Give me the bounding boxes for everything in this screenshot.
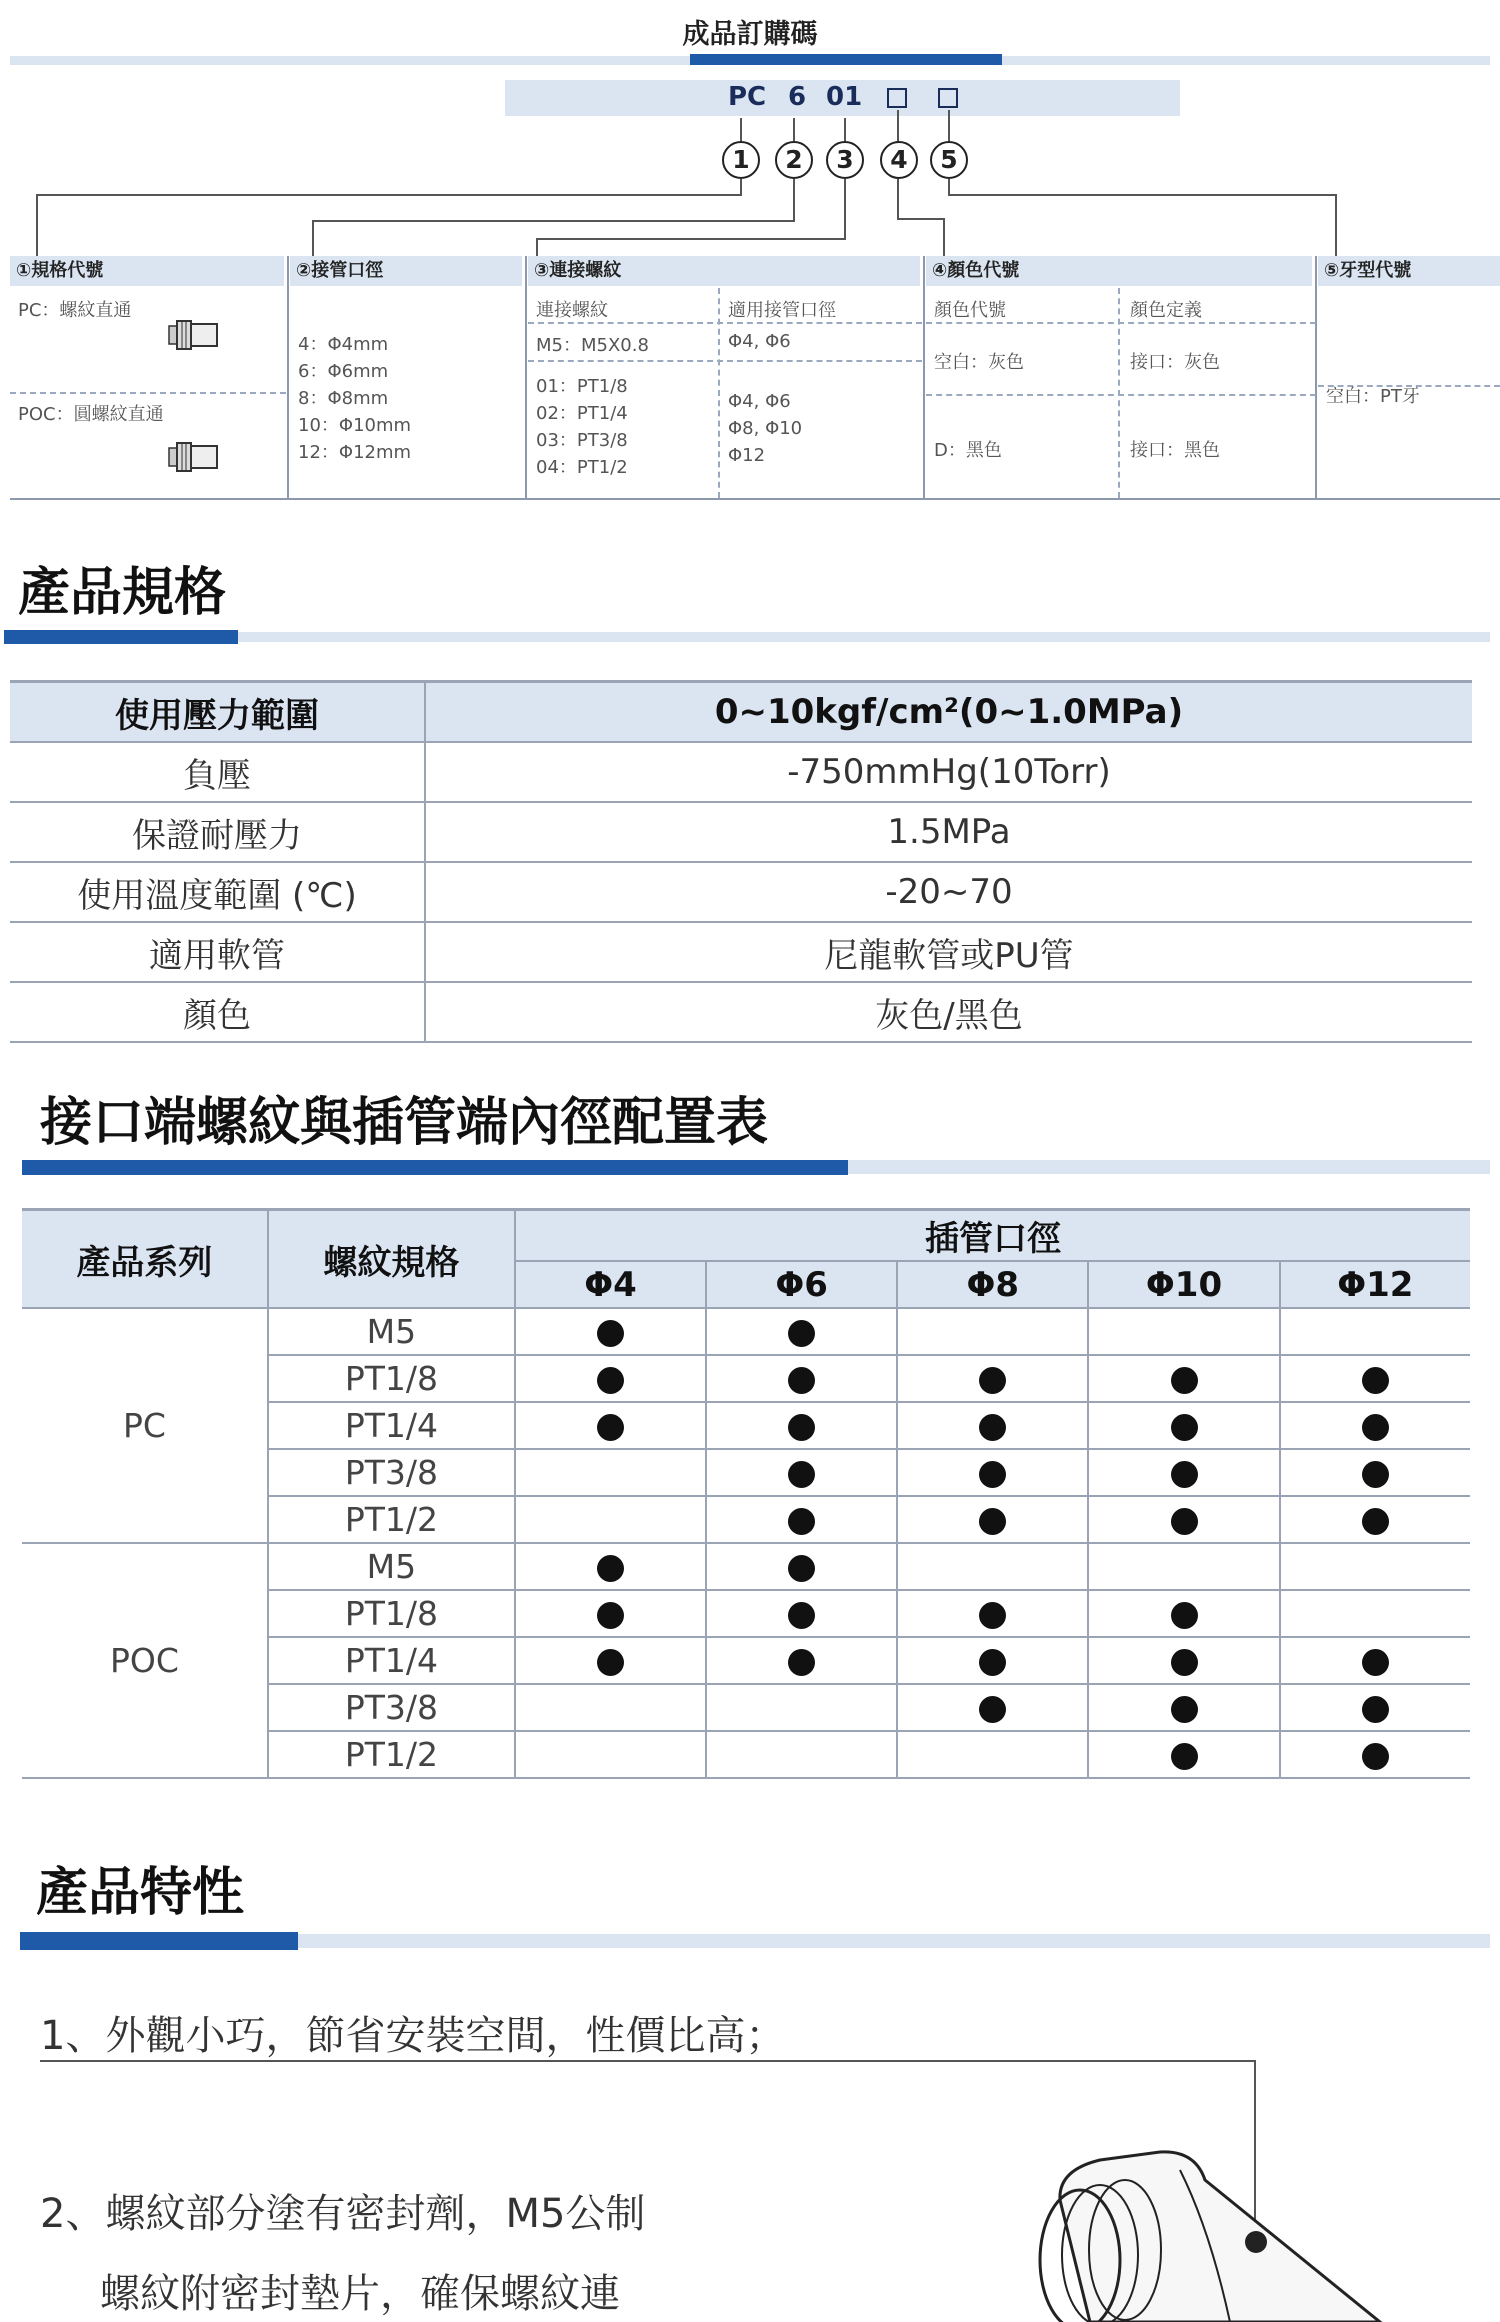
availability-cell (515, 1543, 706, 1590)
spec-value: -20~70 (425, 862, 1472, 922)
available-dot-icon (597, 1367, 624, 1394)
availability-cell (706, 1637, 897, 1684)
thread-cell: PT1/2 (268, 1496, 515, 1543)
thread-cell: PT1/8 (268, 1590, 515, 1637)
availability-cell (1088, 1308, 1279, 1355)
available-dot-icon (788, 1508, 815, 1535)
specs-rule-light (238, 632, 1490, 642)
tube-size-4: 4：Φ4mm (298, 334, 389, 355)
header-thread: ③連接螺紋 (528, 256, 920, 286)
title-rule-right (1002, 56, 1490, 65)
fitting-illustration-icon (980, 2140, 1400, 2322)
thread-row-m5: M5：M5X0.8 (536, 335, 649, 356)
feature-item-1: 1、外觀小巧，節省安裝空間，性價比高； (40, 2013, 786, 2059)
series-cell: POC (22, 1543, 268, 1778)
available-dot-icon (597, 1414, 624, 1441)
thread-cell: M5 (268, 1308, 515, 1355)
col-header-thread: 螺紋規格 (268, 1210, 515, 1309)
availability-cell (1088, 1684, 1279, 1731)
available-dot-icon (1171, 1367, 1198, 1394)
matrix-rule-light (848, 1160, 1490, 1174)
circle-label-3: 3 (826, 141, 864, 179)
thread-row-03: 03：PT3/8 (536, 430, 628, 451)
available-dot-icon (1171, 1743, 1198, 1770)
available-dot-icon (1362, 1461, 1389, 1488)
thread-subheader: 連接螺紋 (536, 300, 608, 321)
available-dot-icon (1362, 1696, 1389, 1723)
spec-value: 0~10kgf/cm²(0~1.0MPa) (425, 682, 1472, 743)
available-dot-icon (1171, 1461, 1198, 1488)
availability-cell (515, 1355, 706, 1402)
spec-row (10, 862, 1472, 922)
availability-cell (1088, 1496, 1279, 1543)
available-dot-icon (788, 1649, 815, 1676)
circle-label-2: 2 (775, 141, 813, 179)
tube-size-8: 8：Φ8mm (298, 388, 389, 409)
availability-cell (897, 1308, 1088, 1355)
thread-cell: PT1/2 (268, 1731, 515, 1778)
thread-divider-2 (528, 360, 922, 362)
available-dot-icon (788, 1367, 815, 1394)
spec-label: 負壓 (10, 742, 425, 802)
matrix-rule-accent (22, 1160, 848, 1175)
spec-label: 使用壓力範圍 (10, 682, 425, 743)
available-dot-icon (788, 1320, 815, 1347)
availability-cell (515, 1731, 706, 1778)
thread-cell: PT3/8 (268, 1449, 515, 1496)
color-divider-1 (926, 322, 1316, 324)
color-def-gray: 接口：灰色 (1130, 352, 1220, 373)
matrix-row (22, 1543, 1470, 1590)
thread-tubes-c: Φ12 (728, 445, 766, 466)
thread-cell: M5 (268, 1543, 515, 1590)
thread-cell: PT1/4 (268, 1402, 515, 1449)
availability-cell (897, 1684, 1088, 1731)
availability-cell (1088, 1543, 1279, 1590)
thread-tubes-a: Φ4, Φ6 (728, 391, 791, 412)
header-color: ④顏色代號 (926, 256, 1312, 286)
spec-label: 顏色 (10, 982, 425, 1042)
available-dot-icon (979, 1696, 1006, 1723)
title-rule-left (10, 56, 690, 65)
available-dot-icon (1171, 1602, 1198, 1629)
availability-cell (706, 1308, 897, 1355)
thread-cell: PT1/4 (268, 1637, 515, 1684)
circle-label-1: 1 (722, 141, 760, 179)
thread-row-02: 02：PT1/4 (536, 403, 628, 424)
specs-rule-accent (4, 630, 238, 644)
availability-cell (1088, 1449, 1279, 1496)
availability-cell (515, 1590, 706, 1637)
col-header-series: 產品系列 (22, 1210, 268, 1309)
thread-divider-1 (528, 322, 922, 324)
availability-cell (1280, 1449, 1470, 1496)
availability-cell (897, 1402, 1088, 1449)
available-dot-icon (1171, 1649, 1198, 1676)
header-tube-size: ②接管口徑 (290, 256, 522, 286)
available-dot-icon (979, 1414, 1006, 1441)
availability-cell (515, 1402, 706, 1449)
features-rule-accent (20, 1932, 298, 1950)
available-dot-icon (788, 1461, 815, 1488)
compat-matrix (22, 1208, 1470, 1779)
col-header-size: Φ8 (897, 1261, 1088, 1308)
thread-cell: PT1/8 (268, 1355, 515, 1402)
color-col-divider (1118, 288, 1120, 498)
availability-cell (897, 1449, 1088, 1496)
spec-value: 尼龍軟管或PU管 (425, 922, 1472, 982)
code-part-thread: 01 (826, 82, 863, 112)
spec-item-poc: POC：圓螺紋直通 (18, 404, 164, 425)
order-code-title: 成品訂購碼 (682, 19, 818, 50)
spec-value: 1.5MPa (425, 802, 1472, 862)
available-dot-icon (1171, 1414, 1198, 1441)
order-table-bottom-rule (10, 498, 1500, 500)
available-dot-icon (1362, 1508, 1389, 1535)
available-dot-icon (979, 1649, 1006, 1676)
availability-cell (897, 1543, 1088, 1590)
available-dot-icon (597, 1649, 624, 1676)
fitting-poc-icon (168, 440, 220, 474)
availability-cell (897, 1590, 1088, 1637)
code-part-size: 6 (788, 82, 807, 112)
availability-cell (706, 1449, 897, 1496)
availability-cell (1088, 1355, 1279, 1402)
spec-label: 適用軟管 (10, 922, 425, 982)
availability-cell (1280, 1402, 1470, 1449)
thread-row-04: 04：PT1/2 (536, 457, 628, 478)
thread-type-pt: 空白：PT牙 (1326, 386, 1420, 407)
availability-cell (897, 1731, 1088, 1778)
header-thread-type: ⑤牙型代號 (1318, 256, 1500, 286)
availability-cell (1280, 1731, 1470, 1778)
title-rule-accent (690, 54, 1002, 65)
matrix-title: 接口端螺紋與插管端內徑配置表 (40, 1093, 769, 1153)
tube-size-6: 6：Φ6mm (298, 361, 389, 382)
color-code-d: D：黑色 (934, 440, 1002, 461)
thread-cell: PT3/8 (268, 1684, 515, 1731)
available-dot-icon (1171, 1508, 1198, 1535)
availability-cell (706, 1402, 897, 1449)
fitting-pc-icon (168, 318, 220, 352)
availability-cell (515, 1449, 706, 1496)
availability-cell (706, 1731, 897, 1778)
availability-cell (1280, 1308, 1470, 1355)
availability-cell (515, 1496, 706, 1543)
col-header-tube-group: 插管口徑 (515, 1210, 1470, 1262)
available-dot-icon (597, 1602, 624, 1629)
tube-size-10: 10：Φ10mm (298, 415, 412, 436)
tube-subheader: 適用接管口徑 (728, 300, 836, 321)
spec-row (10, 742, 1472, 802)
matrix-row (22, 1308, 1470, 1355)
availability-cell (706, 1590, 897, 1637)
spec-label: 使用溫度範圍 (℃) (10, 862, 425, 922)
col-header-size: Φ10 (1088, 1261, 1279, 1308)
header-spec-code: ①規格代號 (10, 256, 284, 286)
thread-tubes-b: Φ8, Φ10 (728, 418, 803, 439)
tube-size-12: 12：Φ12mm (298, 442, 412, 463)
availability-cell (897, 1496, 1088, 1543)
availability-cell (706, 1355, 897, 1402)
availability-cell (897, 1355, 1088, 1402)
availability-cell (515, 1308, 706, 1355)
specs-title: 產品規格 (18, 563, 227, 623)
color-code-subheader: 顏色代號 (934, 300, 1006, 321)
code-part-series: PC (728, 82, 767, 112)
availability-cell (1280, 1496, 1470, 1543)
spec-row (10, 802, 1472, 862)
color-code-blank: 空白：灰色 (934, 352, 1024, 373)
available-dot-icon (597, 1320, 624, 1347)
availability-cell (1280, 1590, 1470, 1637)
code-box-thread-type (938, 88, 958, 108)
thread-row-m5-tubes: Φ4, Φ6 (728, 331, 791, 352)
availability-cell (1088, 1590, 1279, 1637)
availability-cell (897, 1637, 1088, 1684)
col-header-size: Φ4 (515, 1261, 706, 1308)
availability-cell (515, 1637, 706, 1684)
thread-row-01: 01：PT1/8 (536, 376, 628, 397)
spec-row (10, 682, 1472, 743)
spec-item-pc: PC：螺紋直通 (18, 300, 132, 321)
available-dot-icon (1362, 1367, 1389, 1394)
col-header-size: Φ6 (706, 1261, 897, 1308)
availability-cell (706, 1496, 897, 1543)
available-dot-icon (979, 1461, 1006, 1488)
availability-cell (515, 1684, 706, 1731)
features-rule-light (298, 1934, 1490, 1948)
thread-col-divider (718, 288, 720, 498)
code-box-color (887, 88, 907, 108)
spec-label: 保證耐壓力 (10, 802, 425, 862)
feature-underline (40, 2060, 1256, 2062)
availability-cell (706, 1543, 897, 1590)
series-cell: PC (22, 1308, 268, 1543)
col-header-size: Φ12 (1280, 1261, 1470, 1308)
circle-label-5: 5 (930, 141, 968, 179)
available-dot-icon (979, 1602, 1006, 1629)
spec-value: -750mmHg(10Torr) (425, 742, 1472, 802)
feature-item-2-cont: 螺紋附密封墊片，確保螺紋連 (100, 2271, 620, 2317)
available-dot-icon (1362, 1414, 1389, 1441)
color-divider-2 (926, 394, 1316, 396)
circle-label-4: 4 (880, 141, 918, 179)
availability-cell (1088, 1402, 1279, 1449)
feature-item-2: 2、螺紋部分塗有密封劑，M5公制 (40, 2191, 646, 2237)
availability-cell (1088, 1637, 1279, 1684)
available-dot-icon (979, 1367, 1006, 1394)
availability-cell (1088, 1731, 1279, 1778)
availability-cell (706, 1684, 897, 1731)
available-dot-icon (597, 1555, 624, 1582)
available-dot-icon (788, 1555, 815, 1582)
spec-row (10, 922, 1472, 982)
spec-row (10, 982, 1472, 1042)
available-dot-icon (1171, 1696, 1198, 1723)
available-dot-icon (1362, 1649, 1389, 1676)
color-def-black: 接口：黑色 (1130, 440, 1220, 461)
color-def-subheader: 顏色定義 (1130, 300, 1202, 321)
available-dot-icon (1362, 1743, 1389, 1770)
available-dot-icon (979, 1508, 1006, 1535)
availability-cell (1280, 1355, 1470, 1402)
spec-table (10, 680, 1472, 1043)
spec-value: 灰色/黑色 (425, 982, 1472, 1042)
availability-cell (1280, 1543, 1470, 1590)
features-title: 產品特性 (36, 1863, 245, 1923)
spec-divider (10, 392, 286, 394)
available-dot-icon (788, 1414, 815, 1441)
available-dot-icon (788, 1602, 815, 1629)
availability-cell (1280, 1637, 1470, 1684)
availability-cell (1280, 1684, 1470, 1731)
